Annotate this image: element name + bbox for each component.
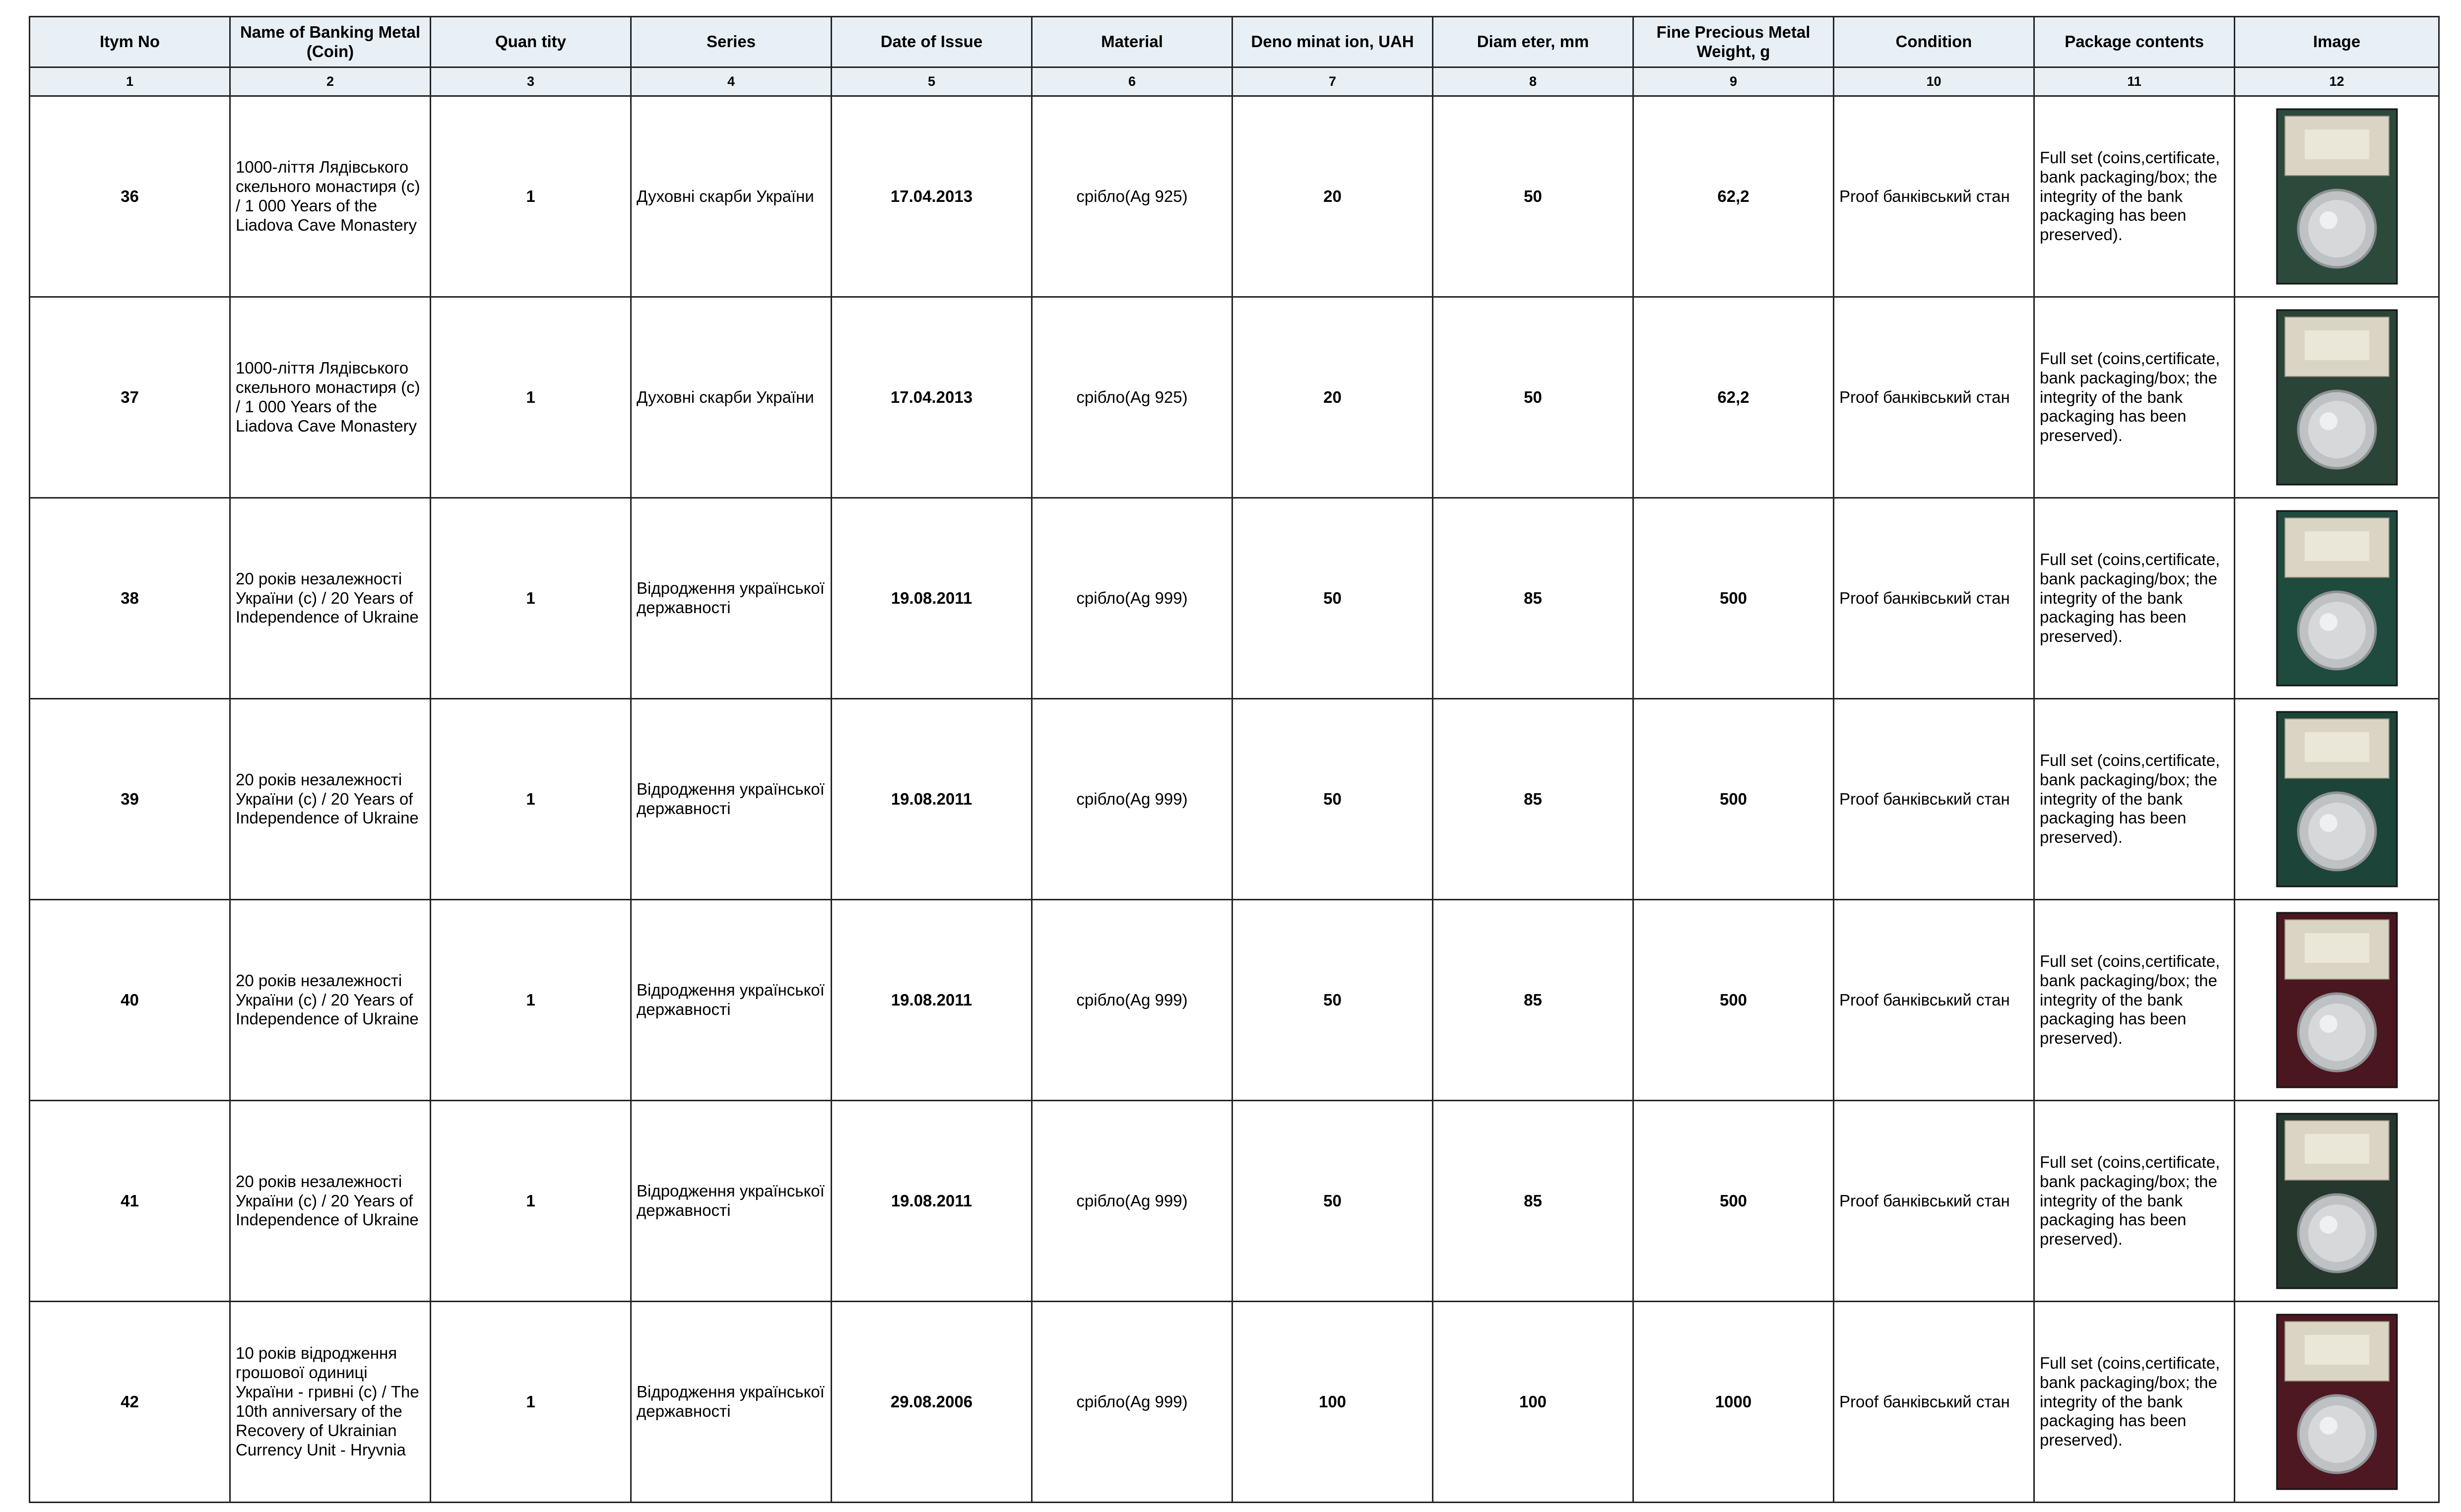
diameter-cell: 100 xyxy=(1433,1302,1633,1503)
diameter-cell: 85 xyxy=(1433,699,1633,900)
header-image: Image xyxy=(2235,17,2439,67)
item-number-cell: 40 xyxy=(30,900,230,1101)
series-cell: Відродження української державності xyxy=(631,900,832,1101)
coin-image-cell xyxy=(2235,1101,2439,1302)
coin-name-cell: 20 років незалежності України (с) / 20 Years of Independence of Ukraine xyxy=(230,1101,431,1302)
coin-name-cell: 10 років відродження грошової одиниці України - гривні (с) / The 10th anniversary of the Recovery of Ukrainian Currency Unit - Hryvnia xyxy=(230,1302,431,1503)
table-row xyxy=(30,498,2439,699)
item-number-cell: 42 xyxy=(30,1302,230,1503)
quantity-cell: 1 xyxy=(431,297,631,498)
header-weight: Fine Precious Metal Weight, g xyxy=(1633,17,1834,67)
material-cell: срібло(Ag 999) xyxy=(1032,699,1232,900)
column-number-row xyxy=(30,67,2439,96)
coin-image-cell xyxy=(2235,96,2439,297)
column-number: 10 xyxy=(1834,67,2034,96)
weight-cell: 500 xyxy=(1633,900,1834,1101)
denomination-cell: 20 xyxy=(1232,96,1433,297)
column-number: 12 xyxy=(2235,67,2439,96)
coin-photo-icon xyxy=(2275,911,2399,1089)
denomination-cell: 20 xyxy=(1232,297,1433,498)
item-number-cell: 39 xyxy=(30,699,230,900)
package-contents-cell: Full set (coins,certificate, bank packaging/box; the integrity of the bank packaging has been preserved). xyxy=(2034,498,2235,699)
column-number: 6 xyxy=(1032,67,1232,96)
coin-image-cell xyxy=(2235,699,2439,900)
coin-photo-icon xyxy=(2275,1313,2399,1491)
issue-date-cell: 17.04.2013 xyxy=(832,297,1032,498)
material-cell: срібло(Ag 925) xyxy=(1032,96,1232,297)
quantity-cell: 1 xyxy=(431,699,631,900)
issue-date-cell: 29.08.2006 xyxy=(832,1302,1032,1503)
condition-cell: Proof банківський стан xyxy=(1834,1302,2034,1503)
condition-cell: Proof банківський стан xyxy=(1834,498,2034,699)
header-row xyxy=(30,17,2439,67)
header-name: Name of Banking Metal (Coin) xyxy=(230,17,431,67)
diameter-cell: 85 xyxy=(1433,498,1633,699)
denomination-cell: 50 xyxy=(1232,498,1433,699)
denomination-cell: 50 xyxy=(1232,1101,1433,1302)
material-cell: срібло(Ag 999) xyxy=(1032,1101,1232,1302)
series-cell: Відродження української державності xyxy=(631,1101,832,1302)
issue-date-cell: 19.08.2011 xyxy=(832,699,1032,900)
column-number: 8 xyxy=(1433,67,1633,96)
condition-cell: Proof банківський стан xyxy=(1834,297,2034,498)
quantity-cell: 1 xyxy=(431,1101,631,1302)
header-package: Package contents xyxy=(2034,17,2235,67)
table-row xyxy=(30,1302,2439,1503)
package-contents-cell: Full set (coins,certificate, bank packaging/box; the integrity of the bank packaging has been preserved). xyxy=(2034,1101,2235,1302)
column-number: 9 xyxy=(1633,67,1834,96)
coin-image-cell xyxy=(2235,1302,2439,1503)
table-row xyxy=(30,1101,2439,1302)
quantity-cell: 1 xyxy=(431,96,631,297)
condition-cell: Proof банківський стан xyxy=(1834,900,2034,1101)
package-contents-cell: Full set (coins,certificate, bank packaging/box; the integrity of the bank packaging has been preserved). xyxy=(2034,900,2235,1101)
series-cell: Відродження української державності xyxy=(631,1302,832,1503)
diameter-cell: 85 xyxy=(1433,1101,1633,1302)
issue-date-cell: 19.08.2011 xyxy=(832,900,1032,1101)
issue-date-cell: 19.08.2011 xyxy=(832,498,1032,699)
weight-cell: 500 xyxy=(1633,699,1834,900)
coin-photo-icon xyxy=(2275,308,2399,487)
item-number-cell: 38 xyxy=(30,498,230,699)
diameter-cell: 50 xyxy=(1433,96,1633,297)
coin-name-cell: 20 років незалежності України (с) / 20 Years of Independence of Ukraine xyxy=(230,900,431,1101)
weight-cell: 62,2 xyxy=(1633,96,1834,297)
quantity-cell: 1 xyxy=(431,1302,631,1503)
material-cell: срібло(Ag 999) xyxy=(1032,1302,1232,1503)
issue-date-cell: 17.04.2013 xyxy=(832,96,1032,297)
table-row xyxy=(30,96,2439,297)
column-number: 3 xyxy=(431,67,631,96)
header-quantity: Quan tity xyxy=(431,17,631,67)
condition-cell: Proof банківський стан xyxy=(1834,96,2034,297)
table-body xyxy=(30,96,2439,1503)
denomination-cell: 100 xyxy=(1232,1302,1433,1503)
weight-cell: 500 xyxy=(1633,498,1834,699)
material-cell: срібло(Ag 999) xyxy=(1032,498,1232,699)
package-contents-cell: Full set (coins,certificate, bank packaging/box; the integrity of the bank packaging has been preserved). xyxy=(2034,297,2235,498)
denomination-cell: 50 xyxy=(1232,699,1433,900)
diameter-cell: 50 xyxy=(1433,297,1633,498)
coin-image-cell xyxy=(2235,900,2439,1101)
diameter-cell: 85 xyxy=(1433,900,1633,1101)
header-diameter: Diam eter, mm xyxy=(1433,17,1633,67)
coin-photo-icon xyxy=(2275,509,2399,688)
header-item-no: Itym No xyxy=(30,17,230,67)
header-date: Date of Issue xyxy=(832,17,1032,67)
table-row xyxy=(30,900,2439,1101)
item-number-cell: 36 xyxy=(30,96,230,297)
coin-photo-icon xyxy=(2275,710,2399,888)
table-row xyxy=(30,297,2439,498)
column-number: 1 xyxy=(30,67,230,96)
material-cell: срібло(Ag 925) xyxy=(1032,297,1232,498)
coin-photo-icon xyxy=(2275,107,2399,286)
issue-date-cell: 19.08.2011 xyxy=(832,1101,1032,1302)
column-number: 7 xyxy=(1232,67,1433,96)
series-cell: Відродження української державності xyxy=(631,498,832,699)
coin-image-cell xyxy=(2235,297,2439,498)
package-contents-cell: Full set (coins,certificate, bank packaging/box; the integrity of the bank packaging has been preserved). xyxy=(2034,96,2235,297)
series-cell: Духовні скарби України xyxy=(631,96,832,297)
coin-name-cell: 1000-ліття Лядівського скельного монастиря (с) / 1 000 Years of the Liadova Cave Monastery xyxy=(230,96,431,297)
weight-cell: 500 xyxy=(1633,1101,1834,1302)
package-contents-cell: Full set (coins,certificate, bank packaging/box; the integrity of the bank packaging has been preserved). xyxy=(2034,699,2235,900)
column-number: 4 xyxy=(631,67,832,96)
column-number: 2 xyxy=(230,67,431,96)
column-number: 11 xyxy=(2034,67,2235,96)
condition-cell: Proof банківський стан xyxy=(1834,1101,2034,1302)
column-number: 5 xyxy=(832,67,1032,96)
table-row xyxy=(30,699,2439,900)
coin-name-cell: 20 років незалежності України (с) / 20 Years of Independence of Ukraine xyxy=(230,498,431,699)
header-material: Material xyxy=(1032,17,1232,67)
condition-cell: Proof банківський стан xyxy=(1834,699,2034,900)
header-series: Series xyxy=(631,17,832,67)
item-number-cell: 37 xyxy=(30,297,230,498)
package-contents-cell: Full set (coins,certificate, bank packaging/box; the integrity of the bank packaging has been preserved). xyxy=(2034,1302,2235,1503)
weight-cell: 1000 xyxy=(1633,1302,1834,1503)
coin-name-cell: 1000-ліття Лядівського скельного монастиря (с) / 1 000 Years of the Liadova Cave Monastery xyxy=(230,297,431,498)
item-number-cell: 41 xyxy=(30,1101,230,1302)
quantity-cell: 1 xyxy=(431,498,631,699)
header-condition: Condition xyxy=(1834,17,2034,67)
material-cell: срібло(Ag 999) xyxy=(1032,900,1232,1101)
denomination-cell: 50 xyxy=(1232,900,1433,1101)
coin-photo-icon xyxy=(2275,1112,2399,1290)
coin-image-cell xyxy=(2235,498,2439,699)
series-cell: Духовні скарби України xyxy=(631,297,832,498)
weight-cell: 62,2 xyxy=(1633,297,1834,498)
header-denomination: Deno minat ion, UAH xyxy=(1232,17,1433,67)
coin-name-cell: 20 років незалежності України (с) / 20 Years of Independence of Ukraine xyxy=(230,699,431,900)
series-cell: Відродження української державності xyxy=(631,699,832,900)
quantity-cell: 1 xyxy=(431,900,631,1101)
coin-inventory-table xyxy=(29,16,2440,1503)
